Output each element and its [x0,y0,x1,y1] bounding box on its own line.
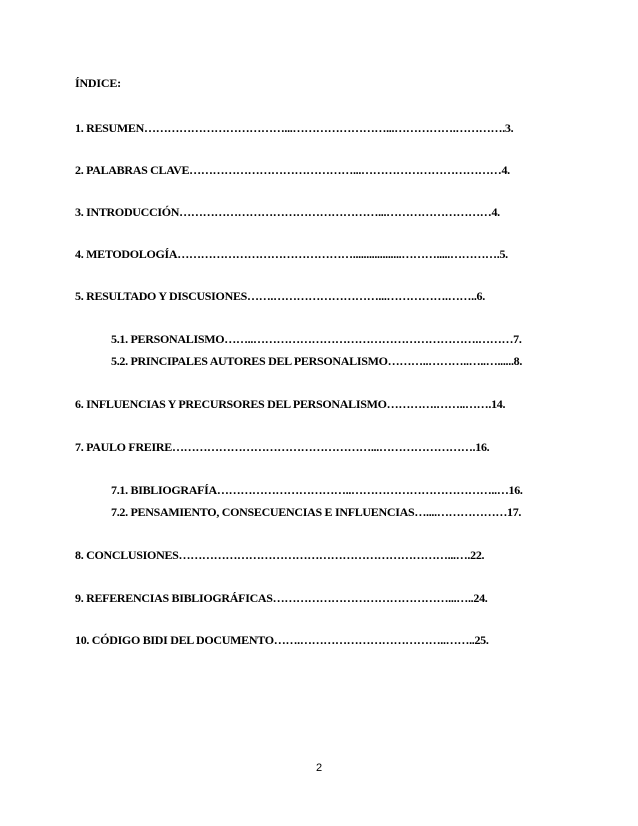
toc-entry-palabras-clave: 2. PALABRAS CLAVE……………………………………...………………………………4. [75,163,510,177]
toc-entry-metodologia: 4. METODOLOGÍA………………………………………..................……….....………….5. [75,247,508,261]
toc-entry-resultado-discusiones: 5. RESULTADO Y DISCUSIONES…….………………………...…………….……..6. [75,289,485,303]
toc-entry-pensamiento: 7.2. PENSAMIENTO, CONSECUENCIAS E INFLUENCIAS…....………………17. [111,505,522,519]
index-title: ÍNDICE: [75,76,121,90]
toc-entry-introduccion: 3. INTRODUCCIÓN……………………………………………...………………………4. [75,205,500,219]
toc-entry-paulo-freire: 7. PAULO FREIRE……………………………………………...…………………….16. [75,440,490,454]
toc-entry-conclusiones: 8. CONCLUSIONES……………………………………………………………...….22. [75,548,485,562]
page-number: 2 [315,762,323,774]
toc-entry-referencias: 9. REFERENCIAS BIBLIOGRÁFICAS………………………………………...…..24. [75,591,488,605]
toc-entry-codigo-bidi: 10. CÓDIGO BIDI DEL DOCUMENTO…….………………………………..……..25. [75,633,489,647]
toc-entry-personalismo: 5.1. PERSONALISMO……..………………………………………………….………7. [111,332,522,346]
toc-entry-principales-autores: 5.2. PRINCIPALES AUTORES DEL PERSONALISMO………..………..…..…......8. [111,354,523,368]
toc-entry-resumen: 1. RESUMEN………………………………...……………………...…………….………….3. [75,121,514,135]
toc-entry-influencias-precursores: 6. INFLUENCIAS Y PRECURSORES DEL PERSONALISMO………….……..…….14. [75,397,506,411]
toc-entry-bibliografia: 7.1. BIBLIOGRAFÍA……………………………..………………………………..…16. [111,483,523,497]
